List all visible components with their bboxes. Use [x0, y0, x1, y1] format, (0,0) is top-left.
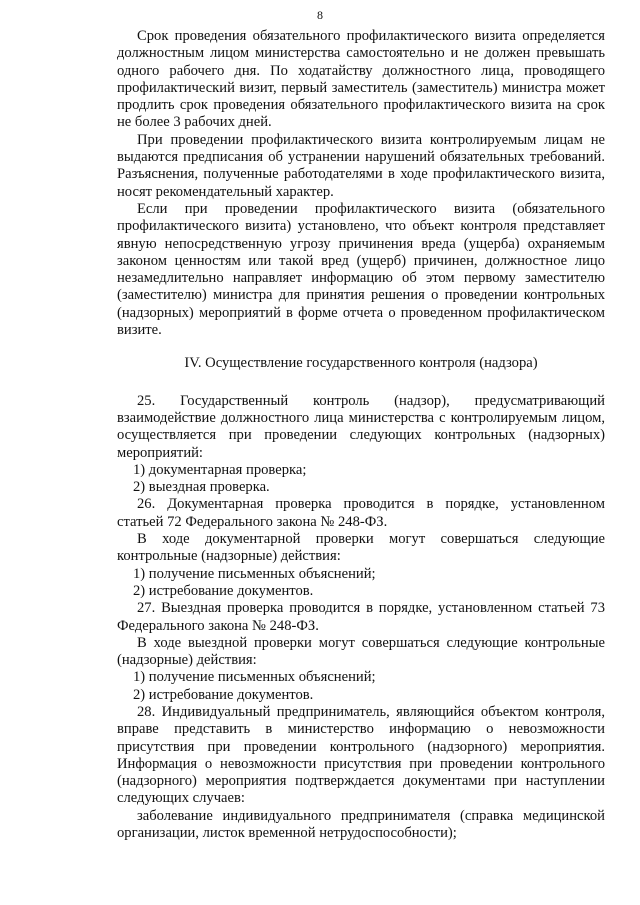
- paragraph: 27. Выездная проверка проводится в порядке, установленном статьей 73 Федерального закона № 248-ФЗ.: [117, 600, 605, 634]
- paragraph: В ходе документарной проверки могут совершаться следующие контрольные (надзорные) действия:: [117, 531, 605, 565]
- paragraph: 25. Государственный контроль (надзор), предусматривающий взаимодействие должностного лица министерства с контролируемым лицом, осуществляется при проведении следующих контрольных (надзорных) мероприятий:: [117, 392, 605, 461]
- section-heading: IV. Осуществление государственного контроля (надзора): [184, 355, 538, 372]
- list-item: 1) получение письменных объяснений;: [133, 669, 376, 686]
- paragraph: При проведении профилактического визита контролируемым лицам не выдаются предписания об устранении нарушений обязательных требований. Разъяснения, полученные работодателями в ходе профилактического визита, носят рекомендательный характер.: [117, 131, 605, 200]
- list-item: 2) истребование документов.: [133, 686, 314, 703]
- paragraph: 26. Документарная проверка проводится в порядке, установленном статьей 72 Федерального закона № 248-ФЗ.: [117, 496, 605, 530]
- list-item: 2) выездная проверка.: [133, 479, 270, 496]
- paragraph: В ходе выездной проверки могут совершаться следующие контрольные (надзорные) действия:: [117, 634, 605, 669]
- list-item: 1) получение письменных объяснений;: [133, 565, 376, 582]
- paragraph: 28. Индивидуальный предприниматель, являющийся объектом контроля, вправе представить в министерство информацию о невозможности присутствия при проведении контрольного (надзорного) мероприятия. Информация о невозможности присутствия при проведении контрольного (надзорного) мероприятия подтверждается документами при наступлении следующих случаев:: [117, 703, 605, 807]
- paragraph: заболевание индивидуального предпринимателя (справка медицинской организации, листок временной нетрудоспособности);: [117, 807, 605, 842]
- paragraph: Если при проведении профилактического визита (обязательного профилактического визита) установлено, что объект контроля представляет явную непосредственную угрозу причинения вреда (ущерба) охраняемым законом ценностям или такой вред (ущерб) причинен, должностное лицо незамедлительно направляет информацию об этом первому заместителю (заместителю) министра для принятия решения о проведении контрольных (надзорных) мероприятий в форме отчета о проведенном профилактическом визите.: [117, 200, 605, 339]
- document-body: [117, 28, 605, 842]
- page-number: 8: [317, 8, 323, 22]
- list-item: 1) документарная проверка;: [133, 461, 307, 478]
- list-item: 2) истребование документов.: [133, 582, 314, 599]
- paragraph: Срок проведения обязательного профилактического визита определяется должностным лицом министерства самостоятельно и не должен превышать одного рабочего дня. По ходатайству должностного лица, проводящего профилактический визит, первый заместитель (заместитель) министра может продлить срок проведения обязательного профилактического визита на срок не более 3 рабочих дней.: [117, 28, 605, 131]
